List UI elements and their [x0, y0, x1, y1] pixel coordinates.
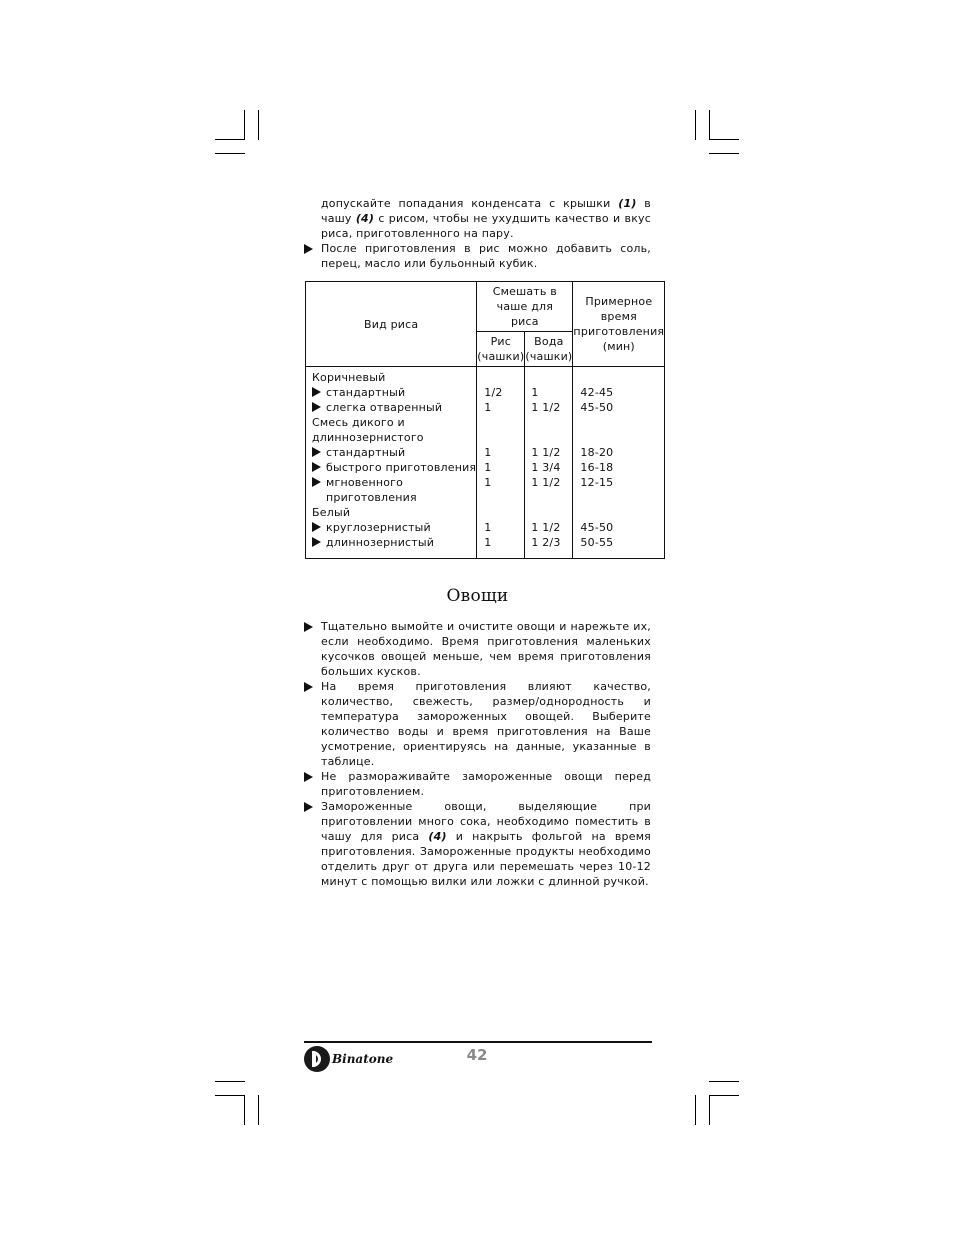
seasoning-bullet: [304, 241, 651, 271]
cooking-time-cell: 45-50: [580, 401, 614, 414]
rice-cups-cell: [484, 370, 524, 385]
rice-cups-cell: 1: [484, 461, 492, 474]
rice-type-cell: [312, 535, 476, 550]
bullet-text: На время приготовления влияют качество, количество, свежесть, размер/однородность и температура замороженных овощей. Выберите количество воды и время приготовления на Ваше усмотрение, ориентируясь на данные, указанные в таблице.: [321, 680, 651, 768]
rice-cups-cell: 1: [484, 521, 492, 534]
water-cups-cell: 1: [531, 386, 539, 399]
crop-mark: [244, 110, 245, 140]
cooking-time-cell: [580, 415, 664, 430]
cooking-time-cell: 18-20: [580, 446, 614, 459]
vegetables-bullet-1: [304, 619, 651, 679]
bullet-triangle-icon: [312, 462, 321, 472]
water-amount-column: [525, 367, 573, 559]
rice-type-label: длиннозернистый: [326, 536, 435, 549]
cooking-time-column: [573, 367, 665, 559]
bullet-text: Замороженные овощи, выделяющие при приготовлении много сока, необходимо поместить в чашу для риса: [321, 800, 651, 843]
cooking-time-cell: [580, 505, 664, 520]
header-water-cups: Вода (чашки): [525, 332, 573, 367]
header-mix: Смешать в чаше для риса: [477, 282, 573, 332]
cooking-time-cell: 42-45: [580, 386, 614, 399]
bullet-triangle-icon: [312, 522, 321, 532]
crop-mark: [215, 153, 245, 154]
rice-type-label: приготовления: [326, 491, 417, 504]
section-title-vegetables: Овощи: [446, 586, 509, 606]
rice-cups-cell: 1: [484, 536, 492, 549]
page-number: 42: [466, 1046, 488, 1064]
bullet-triangle-icon: [304, 682, 313, 692]
header-rice-cups: Рис (чашки): [477, 332, 525, 367]
bullet-triangle-icon: [304, 244, 313, 254]
bullet-triangle-icon: [304, 772, 313, 782]
crop-mark: [709, 110, 710, 140]
rice-type-label: слегка отваренный: [326, 401, 443, 414]
header-time: Примерное время приготовления (мин): [573, 282, 665, 367]
header-rice-type: Вид риса: [306, 282, 477, 367]
rice-type-cell: [312, 520, 476, 535]
rice-type-label: стандартный: [326, 446, 406, 459]
cooking-time-cell: 45-50: [580, 521, 614, 534]
rice-cups-cell: [484, 505, 524, 520]
vegetables-bullet-2: [304, 679, 651, 769]
rice-cups-cell: 1/2: [484, 386, 503, 399]
brand-name: Binatone: [332, 1052, 394, 1066]
crop-mark: [258, 110, 259, 140]
bullet-text: После приготовления в рис можно добавить соль, перец, масло или бульонный кубик.: [321, 242, 651, 270]
crop-mark: [709, 139, 739, 140]
rice-type-cell: [312, 415, 476, 430]
bullet-triangle-icon: [312, 537, 321, 547]
rice-cups-cell: 1: [484, 476, 492, 489]
rice-type-label: Смесь дикого и: [312, 416, 405, 429]
footer-divider: [304, 1041, 652, 1043]
rice-type-cell: [312, 445, 476, 460]
cooking-time-cell: 12-15: [580, 476, 614, 489]
rice-type-cell: [312, 385, 476, 400]
vegetables-bullet-4: [304, 799, 651, 889]
intro-text: в чашу: [321, 197, 651, 225]
rice-type-cell: [312, 490, 476, 505]
page-content: [304, 196, 665, 889]
rice-cups-cell: 1: [484, 401, 492, 414]
rice-amount-column: [477, 367, 525, 559]
intro-text: с рисом, чтобы не ухудшить качество и вкус риса, приготовленного на пару.: [321, 212, 651, 240]
crop-mark: [244, 1095, 245, 1125]
rice-type-cell: [312, 430, 476, 445]
rice-type-label: круглозернистый: [326, 521, 431, 534]
cooking-time-cell: [580, 370, 664, 385]
rice-type-label: стандартный: [326, 386, 406, 399]
bullet-triangle-icon: [312, 447, 321, 457]
cooking-time-cell: [580, 490, 664, 505]
cooking-time-cell: [580, 430, 664, 445]
rice-type-label: Коричневый: [312, 371, 386, 384]
rice-cups-cell: [484, 415, 524, 430]
crop-mark: [258, 1095, 259, 1125]
rice-type-label: длиннозернистого: [312, 431, 424, 444]
crop-mark: [709, 1095, 710, 1125]
bullet-triangle-icon: [304, 622, 313, 632]
crop-mark: [709, 153, 739, 154]
rice-type-column: [306, 367, 477, 559]
water-cups-cell: [531, 415, 572, 430]
water-cups-cell: [531, 430, 572, 445]
rice-type-label: Белый: [312, 506, 351, 519]
bullet-text: и накрыть фольгой на время приготовления. Замороженные продукты необходимо отделить друг от друга или перемешать через 10-12 минут с помощью вилки или ложки с длинной ручкой.: [321, 830, 652, 888]
brand-logo: [304, 1046, 393, 1072]
water-cups-cell: 1 1/2: [531, 476, 561, 489]
water-cups-cell: 1 1/2: [531, 521, 561, 534]
binatone-logo-icon: [304, 1046, 330, 1072]
bowl-reference: (4): [355, 212, 375, 225]
rice-type-cell: [312, 505, 476, 520]
crop-mark: [215, 139, 245, 140]
water-cups-cell: [531, 490, 572, 505]
water-cups-cell: 1 1/2: [531, 446, 561, 459]
bullet-triangle-icon: [312, 402, 321, 412]
rice-type-cell: [312, 400, 476, 415]
lid-reference: (1): [618, 197, 637, 210]
table-body-row: [306, 367, 665, 559]
bullet-text: Тщательно вымойте и очистите овощи и нарежьте их, если необходимо. Время приготовления маленьких кусочков овощей меньше, чем время приготовления больших кусков.: [321, 620, 651, 678]
bullet-triangle-icon: [312, 477, 321, 487]
intro-paragraph: [304, 196, 651, 241]
rice-cooking-table: [305, 281, 665, 559]
rice-type-cell: [312, 475, 476, 490]
cooking-time-cell: 16-18: [580, 461, 614, 474]
water-cups-cell: 1 2/3: [531, 536, 561, 549]
crop-mark: [695, 110, 696, 140]
crop-mark: [709, 1081, 739, 1082]
vegetables-bullet-3: [304, 769, 651, 799]
bullet-text: Не размораживайте замороженные овощи перед приготовлением.: [321, 770, 651, 798]
water-cups-cell: 1 3/4: [531, 461, 561, 474]
crop-mark: [695, 1095, 696, 1125]
bowl-reference: (4): [428, 830, 447, 843]
rice-type-cell: [312, 370, 476, 385]
water-cups-cell: 1 1/2: [531, 401, 561, 414]
cooking-time-cell: 50-55: [580, 536, 614, 549]
rice-cups-cell: [484, 430, 524, 445]
rice-cups-cell: [484, 490, 524, 505]
intro-text: допускайте попадания конденсата с крышки: [321, 197, 619, 210]
crop-mark: [215, 1081, 245, 1082]
crop-mark: [215, 1095, 245, 1096]
rice-type-label: быстрого приготовления: [326, 461, 477, 474]
rice-type-label: мгновенного: [326, 476, 404, 489]
bullet-triangle-icon: [312, 387, 321, 397]
water-cups-cell: [531, 505, 572, 520]
bullet-triangle-icon: [304, 802, 313, 812]
rice-cups-cell: 1: [484, 446, 492, 459]
rice-type-cell: [312, 460, 476, 475]
water-cups-cell: [531, 370, 572, 385]
crop-mark: [709, 1095, 739, 1096]
